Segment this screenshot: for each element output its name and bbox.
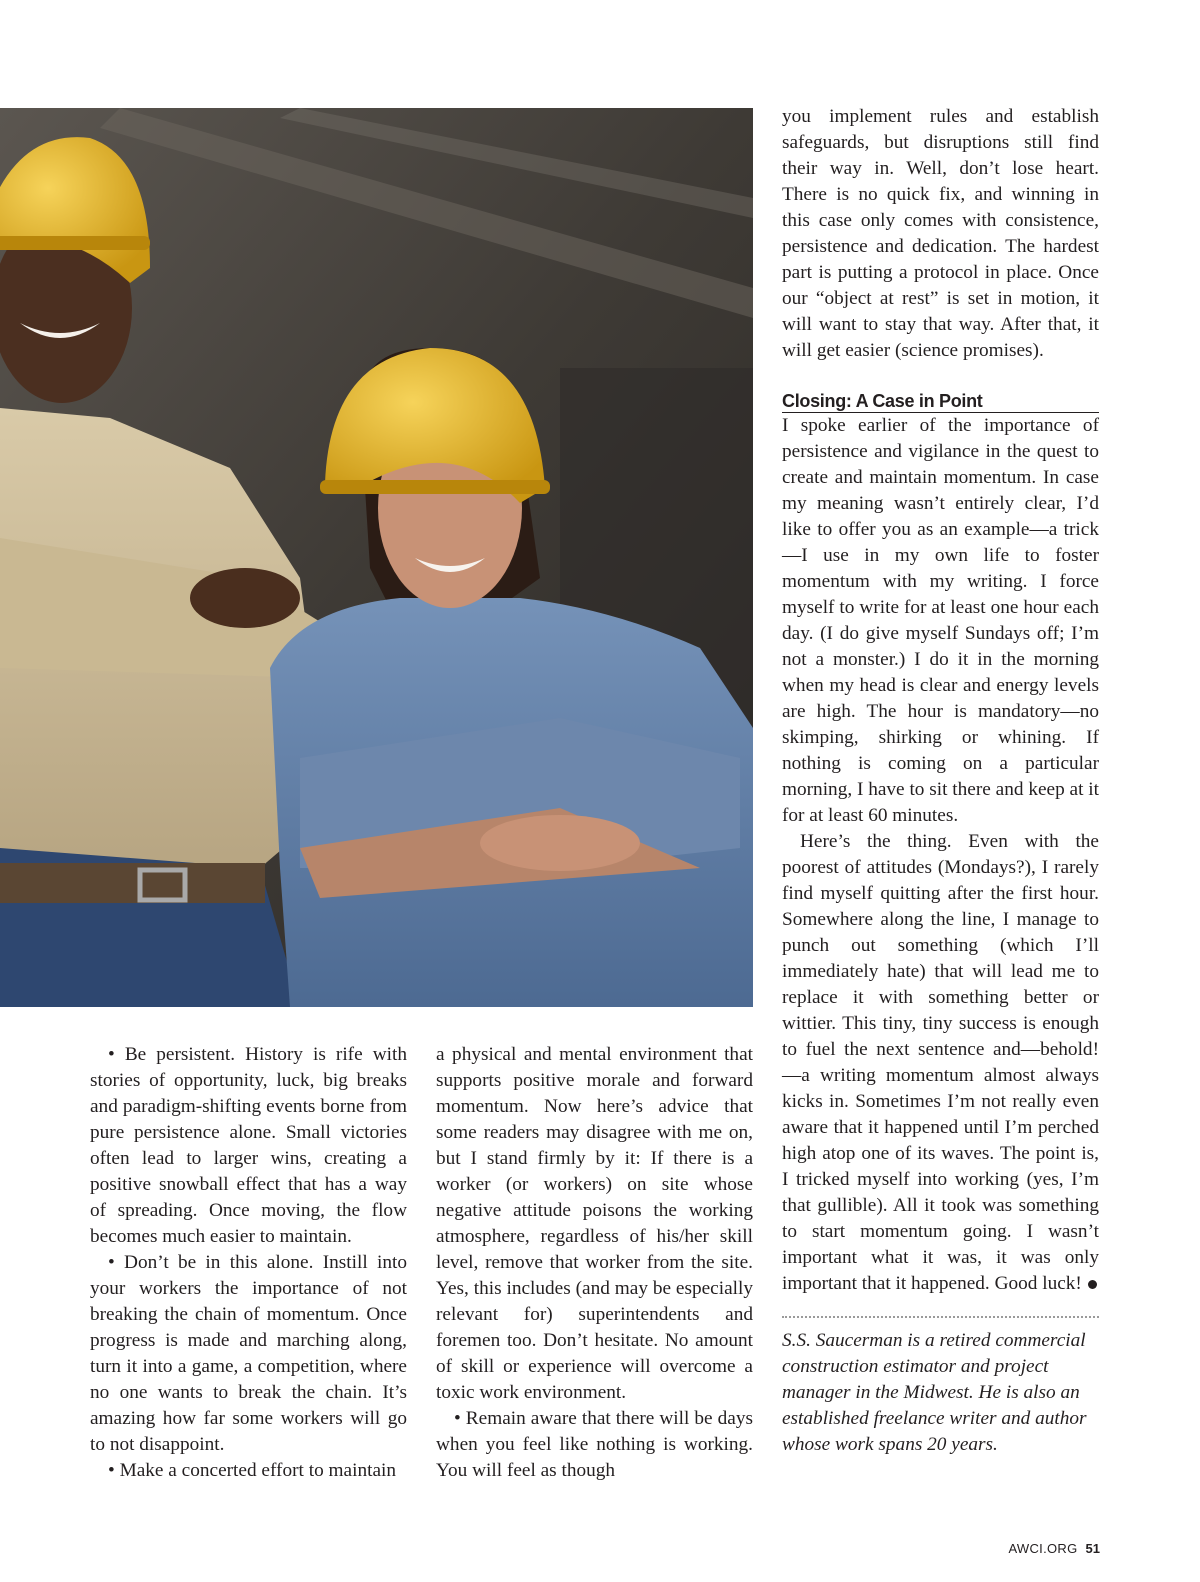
page-footer [1008, 1541, 1100, 1556]
bullet-concerted-effort: • Make a concerted effort to maintain [108, 1460, 396, 1481]
dotted-divider [782, 1316, 1099, 1318]
bullet-dont-be-alone: • Don’t be in this alone. Instill into your workers the importance of not breaking the chain of momentum. Once progress is made and marching along, turn it into a game, a competition, where no one wants to break the chain. It’s amazing how far some workers will go to not disappoint. [90, 1252, 407, 1455]
author-bio: S.S. Saucerman is a retired commercial construction estimator and project manager in the Midwest. He is also an established freelance writer and author whose work spans 20 years. [782, 1330, 1087, 1455]
end-of-article-mark [1088, 1280, 1097, 1289]
paragraph-continued: you implement rules and establish safeguards, but disruptions still find their way in. Well, don’t lose heart. There is no quick fix, and winning in this case only comes with consistence, persistence and dedication. The hardest part is putting a protocol in place. Once our “object at rest” is set in motion, it will want to stay that way. After that, it will get easier (science promises). [782, 106, 1099, 361]
paragraph-environment: a physical and mental environment that supports positive morale and forward momentum. Now here’s advice that some readers may disagree with me on, but I stand firmly by it: If there is a worker (or workers) on site whose negative attitude poisons the working atmosphere, regardless of his/her skill level, remove that worker from the site. Yes, this includes (and may be especially relevant for) superintendents and foremen too. Don’t hesitate. No amount of skill or experience will overcome a toxic work environment. [436, 1044, 753, 1403]
column-right [782, 104, 1099, 1297]
bullet-be-persistent: • Be persistent. History is rife with stories of opportunity, luck, big breaks and paradigm-shifting events borne from pure persistence alone. Small victories often lead to larger wins, creating a positive snowball effect that has a way of spreading. Once moving, the flow becomes much easier to maintain. [90, 1044, 407, 1247]
page-number: 51 [1085, 1541, 1100, 1556]
feature-photo [0, 108, 753, 1007]
footer-site-link[interactable]: AWCI.ORG [1008, 1541, 1078, 1556]
section-heading: Closing: A Case in Point [782, 390, 1099, 413]
column-left [90, 1042, 407, 1484]
workers-photo-illustration [0, 108, 753, 1007]
paragraph-closing-1: I spoke earlier of the importance of persistence and vigilance in the quest to create and maintain momentum. In case my meaning wasn’t entirely clear, I’d like to offer you as an example—a trick—I use in my own life to foster momentum with my writing. I force myself to write for at least one hour each day. (I do give myself Sundays off; I’m not a monster.) I do it in the morning when my head is clear and energy levels are high. The hour is mandatory—no skimping, shirking or whining. If nothing is coming on a particular morning, I have to sit there and keep at it for at least 60 minutes. [782, 415, 1099, 826]
column-middle [436, 1042, 753, 1484]
bullet-remain-aware: • Remain aware that there will be days when you feel like nothing is working. You will feel as though [436, 1408, 753, 1481]
paragraph-closing-2 [782, 829, 1099, 1297]
paragraph-closing-2-text: Here’s the thing. Even with the poorest of attitudes (Mondays?), I rarely find myself quitting after the first hour. Somewhere along the line, I manage to punch out something (which I’ll immediately hate) that will lead me to replace it with something better or wittier. This tiny, tiny success is enough to fuel the next sentence and—behold!—a writing momentum almost always kicks in. Sometimes I’m not really even aware that it happened until I’m perched high atop one of its waves. The point is, I tricked myself into working (yes, I’m that gullible). All it took was something to start momentum going. I wasn’t important what it was, it was only important that it happened. Good luck! [782, 831, 1099, 1294]
